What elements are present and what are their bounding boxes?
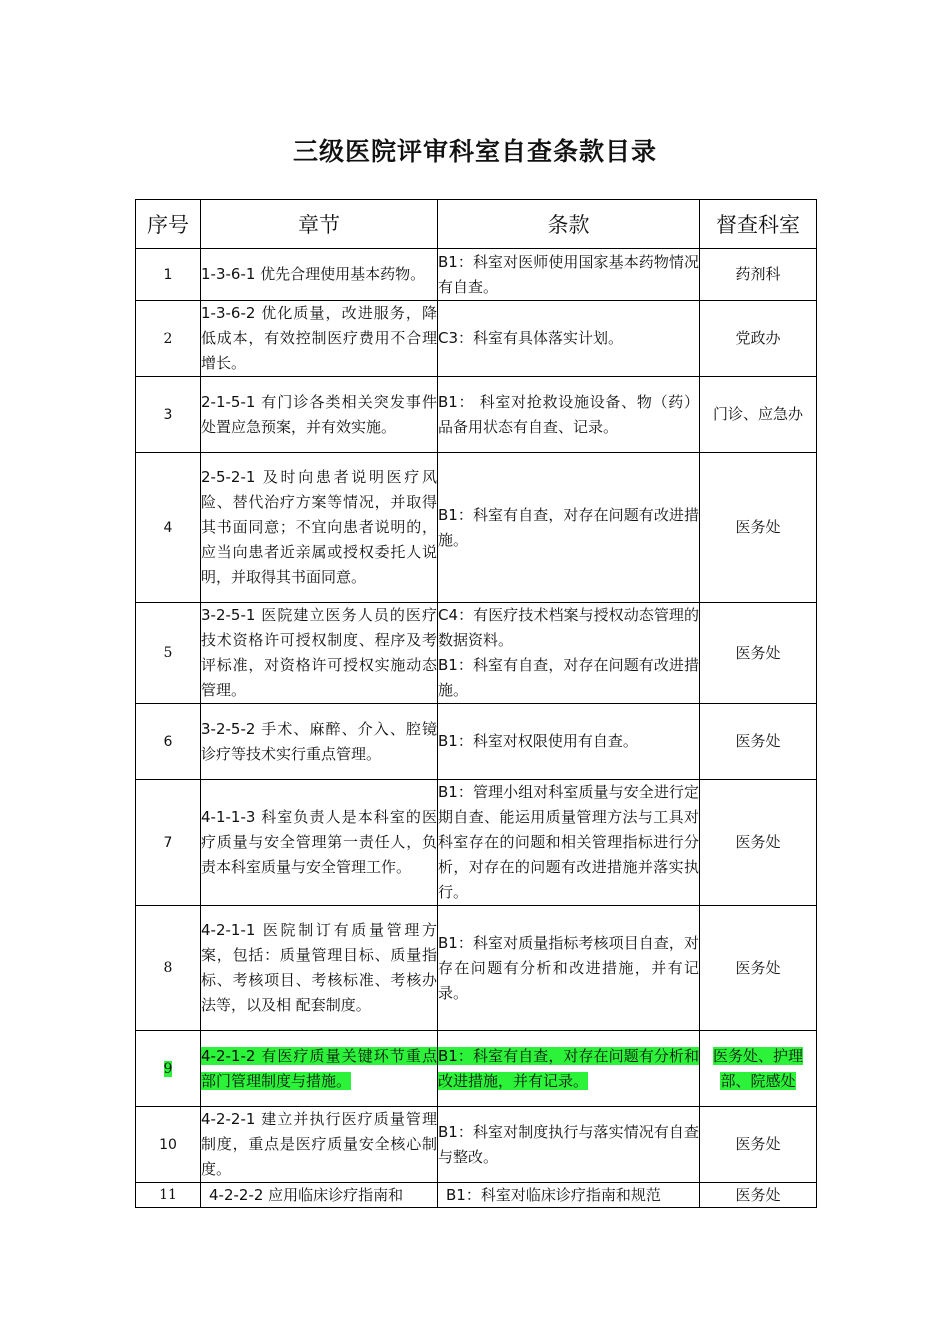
row-num: 11 xyxy=(136,1183,201,1208)
row-num: 5 xyxy=(136,603,201,704)
table-row xyxy=(136,301,817,377)
row-clause: C3：科室有具体落实计划。 xyxy=(438,301,700,377)
page-title: 三级医院评审科室自查条款目录 xyxy=(292,137,657,166)
row-dept: 医务处 xyxy=(700,603,817,704)
row-chapter: 1-3-6-2 优化质量，改进服务，降低成本，有效控制医疗费用不合理增长。 xyxy=(201,301,438,377)
row-chapter: 2-1-5-1 有门诊各类相关突发事件处置应急预案，并有效实施。 xyxy=(201,377,438,453)
row-clause: B1：科室有自查，对存在问题有改进措施。 xyxy=(438,453,700,603)
row-num xyxy=(136,1031,201,1107)
row-clause: B1：科室对制度执行与落实情况有自查与整改。 xyxy=(438,1107,700,1183)
row-clause: B1：科室对质量指标考核项目自查，对存在问题有分析和改进措施，并有记录。 xyxy=(438,906,700,1031)
header-dept: 督查科室 xyxy=(700,200,817,249)
table-row xyxy=(136,906,817,1031)
table-row xyxy=(136,453,817,603)
row-clause: B1：科室对医师使用国家基本药物情况有自查。 xyxy=(438,249,700,301)
table-row xyxy=(136,603,817,704)
row-chapter: 1-3-6-1 优先合理使用基本药物。 xyxy=(201,249,438,301)
row-num: 4 xyxy=(136,453,201,603)
row-num: 7 xyxy=(136,780,201,906)
row-dept: 药剂科 xyxy=(700,249,817,301)
row-chapter: 4-2-1-1 医院制订有质量管理方案，包括：质量管理目标、质量指标、考核项目、考核标准、考核办法等，以及相 配套制度。 xyxy=(201,906,438,1031)
highlight: B1：科室有自查，对存在问题有分析和改进措施，并有记录。 xyxy=(438,1046,699,1090)
highlight: 4-2-1-2 有医疗质量关键环节重点部门管理制度与措施。 xyxy=(201,1046,437,1090)
row-num: 3 xyxy=(136,377,201,453)
row-chapter: 4-1-1-3 科室负责人是本科室的医疗质量与安全管理第一责任人，负责本科室质量与安全管理工作。 xyxy=(201,780,438,906)
row-clause: B1：管理小组对科室质量与安全进行定期自查、能运用质量管理方法与工具对科室存在的问题和相关管理指标进行分析，对存在的问题有改进措施并落实执行。 xyxy=(438,780,700,906)
row-dept: 医务处 xyxy=(700,1183,817,1208)
row-dept: 医务处 xyxy=(700,453,817,603)
row-chapter: 4-2-2-1 建立并执行医疗质量管理制度，重点是医疗质量安全核心制度。 xyxy=(201,1107,438,1183)
row-chapter xyxy=(201,1031,438,1107)
row-num: 10 xyxy=(136,1107,201,1183)
header-num: 序号 xyxy=(136,200,201,249)
row-clause: C4：有医疗技术档案与授权动态管理的数据资料。 B1：科室有自查，对存在问题有改进措施。 xyxy=(438,603,700,704)
table-row xyxy=(136,377,817,453)
row-num: 8 xyxy=(136,906,201,1031)
row-clause: B1：科室对临床诊疗指南和规范 xyxy=(438,1183,700,1208)
clause-table xyxy=(135,199,817,1208)
row-chapter: 2-5-2-1 及时向患者说明医疗风险、替代治疗方案等情况，并取得其书面同意；不宜向患者说明的，应当向患者近亲属或授权委托人说明，并取得其书面同意。 xyxy=(201,453,438,603)
row-dept: 医务处 xyxy=(700,1107,817,1183)
row-chapter: 4-2-2-2 应用临床诊疗指南和 xyxy=(201,1183,438,1208)
row-dept: 医务处 xyxy=(700,704,817,780)
row-dept: 门诊、应急办 xyxy=(700,377,817,453)
row-chapter: 3-2-5-1 医院建立医务人员的医疗技术资格许可授权制度、程序及考评标准，对资格许可授权实施动态管理。 xyxy=(201,603,438,704)
row-dept xyxy=(700,1031,817,1107)
row-num: 1 xyxy=(136,249,201,301)
table-row xyxy=(136,249,817,301)
row-dept: 党政办 xyxy=(700,301,817,377)
table-row xyxy=(136,1031,817,1107)
table-row xyxy=(136,1107,817,1183)
row-num: 6 xyxy=(136,704,201,780)
row-clause xyxy=(438,1031,700,1107)
header-chapter: 章节 xyxy=(201,200,438,249)
header-clause: 条款 xyxy=(438,200,700,249)
highlight: 9 xyxy=(163,1060,173,1077)
table-row xyxy=(136,704,817,780)
table-row xyxy=(136,1183,817,1208)
row-chapter: 3-2-5-2 手术、麻醉、介入、腔镜诊疗等技术实行重点管理。 xyxy=(201,704,438,780)
table-header-row xyxy=(136,200,817,249)
highlight: 医务处、护理部、院感处 xyxy=(712,1046,803,1090)
table-row xyxy=(136,780,817,906)
row-dept: 医务处 xyxy=(700,780,817,906)
row-clause: B1：科室对权限使用有自查。 xyxy=(438,704,700,780)
row-num: 2 xyxy=(136,301,201,377)
row-clause: B1： 科室对抢救设施设备、物（药）品备用状态有自查、记录。 xyxy=(438,377,700,453)
row-dept: 医务处 xyxy=(700,906,817,1031)
